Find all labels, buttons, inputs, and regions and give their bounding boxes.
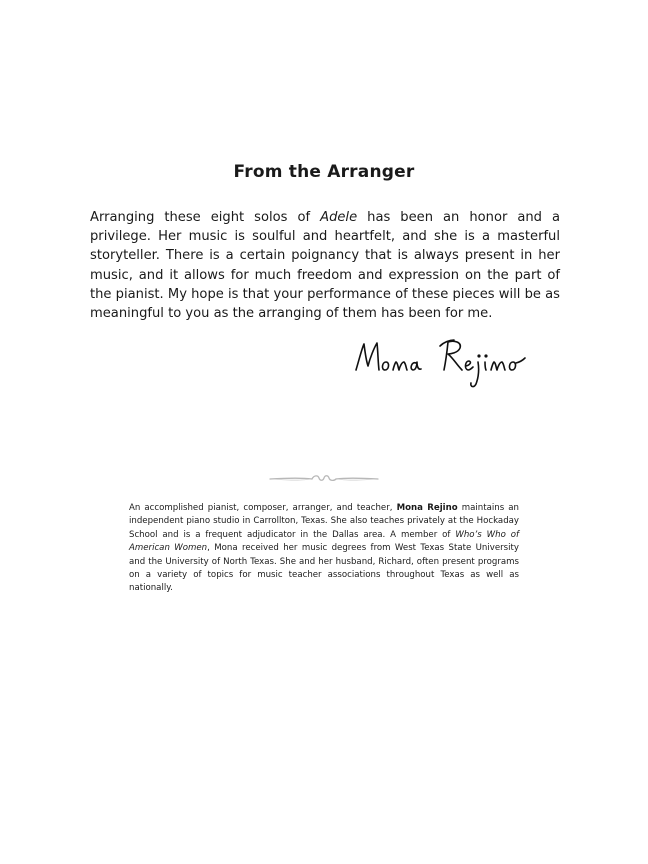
work-title: Adele bbox=[320, 210, 358, 225]
bio-text-1: An accomplished pianist, composer, arranger, and teacher, bbox=[129, 503, 397, 513]
arranger-note-text-2: has been an honor and a privilege. Her music is soulful and heartfelt, and she is a masterful storyteller. There is a certain poignancy that is always present in her music, and it allows for much freedom and expression on the part of the pianist. My hope is that your performance of these pieces will be as meaningful to you as the arranging of them has been for me. bbox=[90, 210, 560, 322]
bio-publication: Who’s Who of American Women bbox=[129, 529, 520, 554]
flourish-divider-icon bbox=[268, 470, 380, 486]
bio-name: Mona Rejino bbox=[396, 503, 458, 513]
page-title: From the Arranger bbox=[233, 162, 415, 182]
arranger-bio bbox=[129, 502, 519, 596]
signature bbox=[350, 330, 530, 390]
arranger-note-text-1: Arranging these eight solos of bbox=[90, 210, 321, 225]
bio-text-2: maintains an independent piano studio in Carrollton, Texas. She also teaches privately at the Hockaday School and is a frequent adjudicator in the Dallas area. A member of bbox=[129, 503, 519, 540]
bio-text-3: , Mona received her music degrees from West Texas State University and the University of North Texas. She and her husband, Richard, often present programs on a variety of topics for music teacher associations throughout Texas as well as nationally. bbox=[129, 543, 519, 594]
arranger-note bbox=[90, 208, 560, 323]
